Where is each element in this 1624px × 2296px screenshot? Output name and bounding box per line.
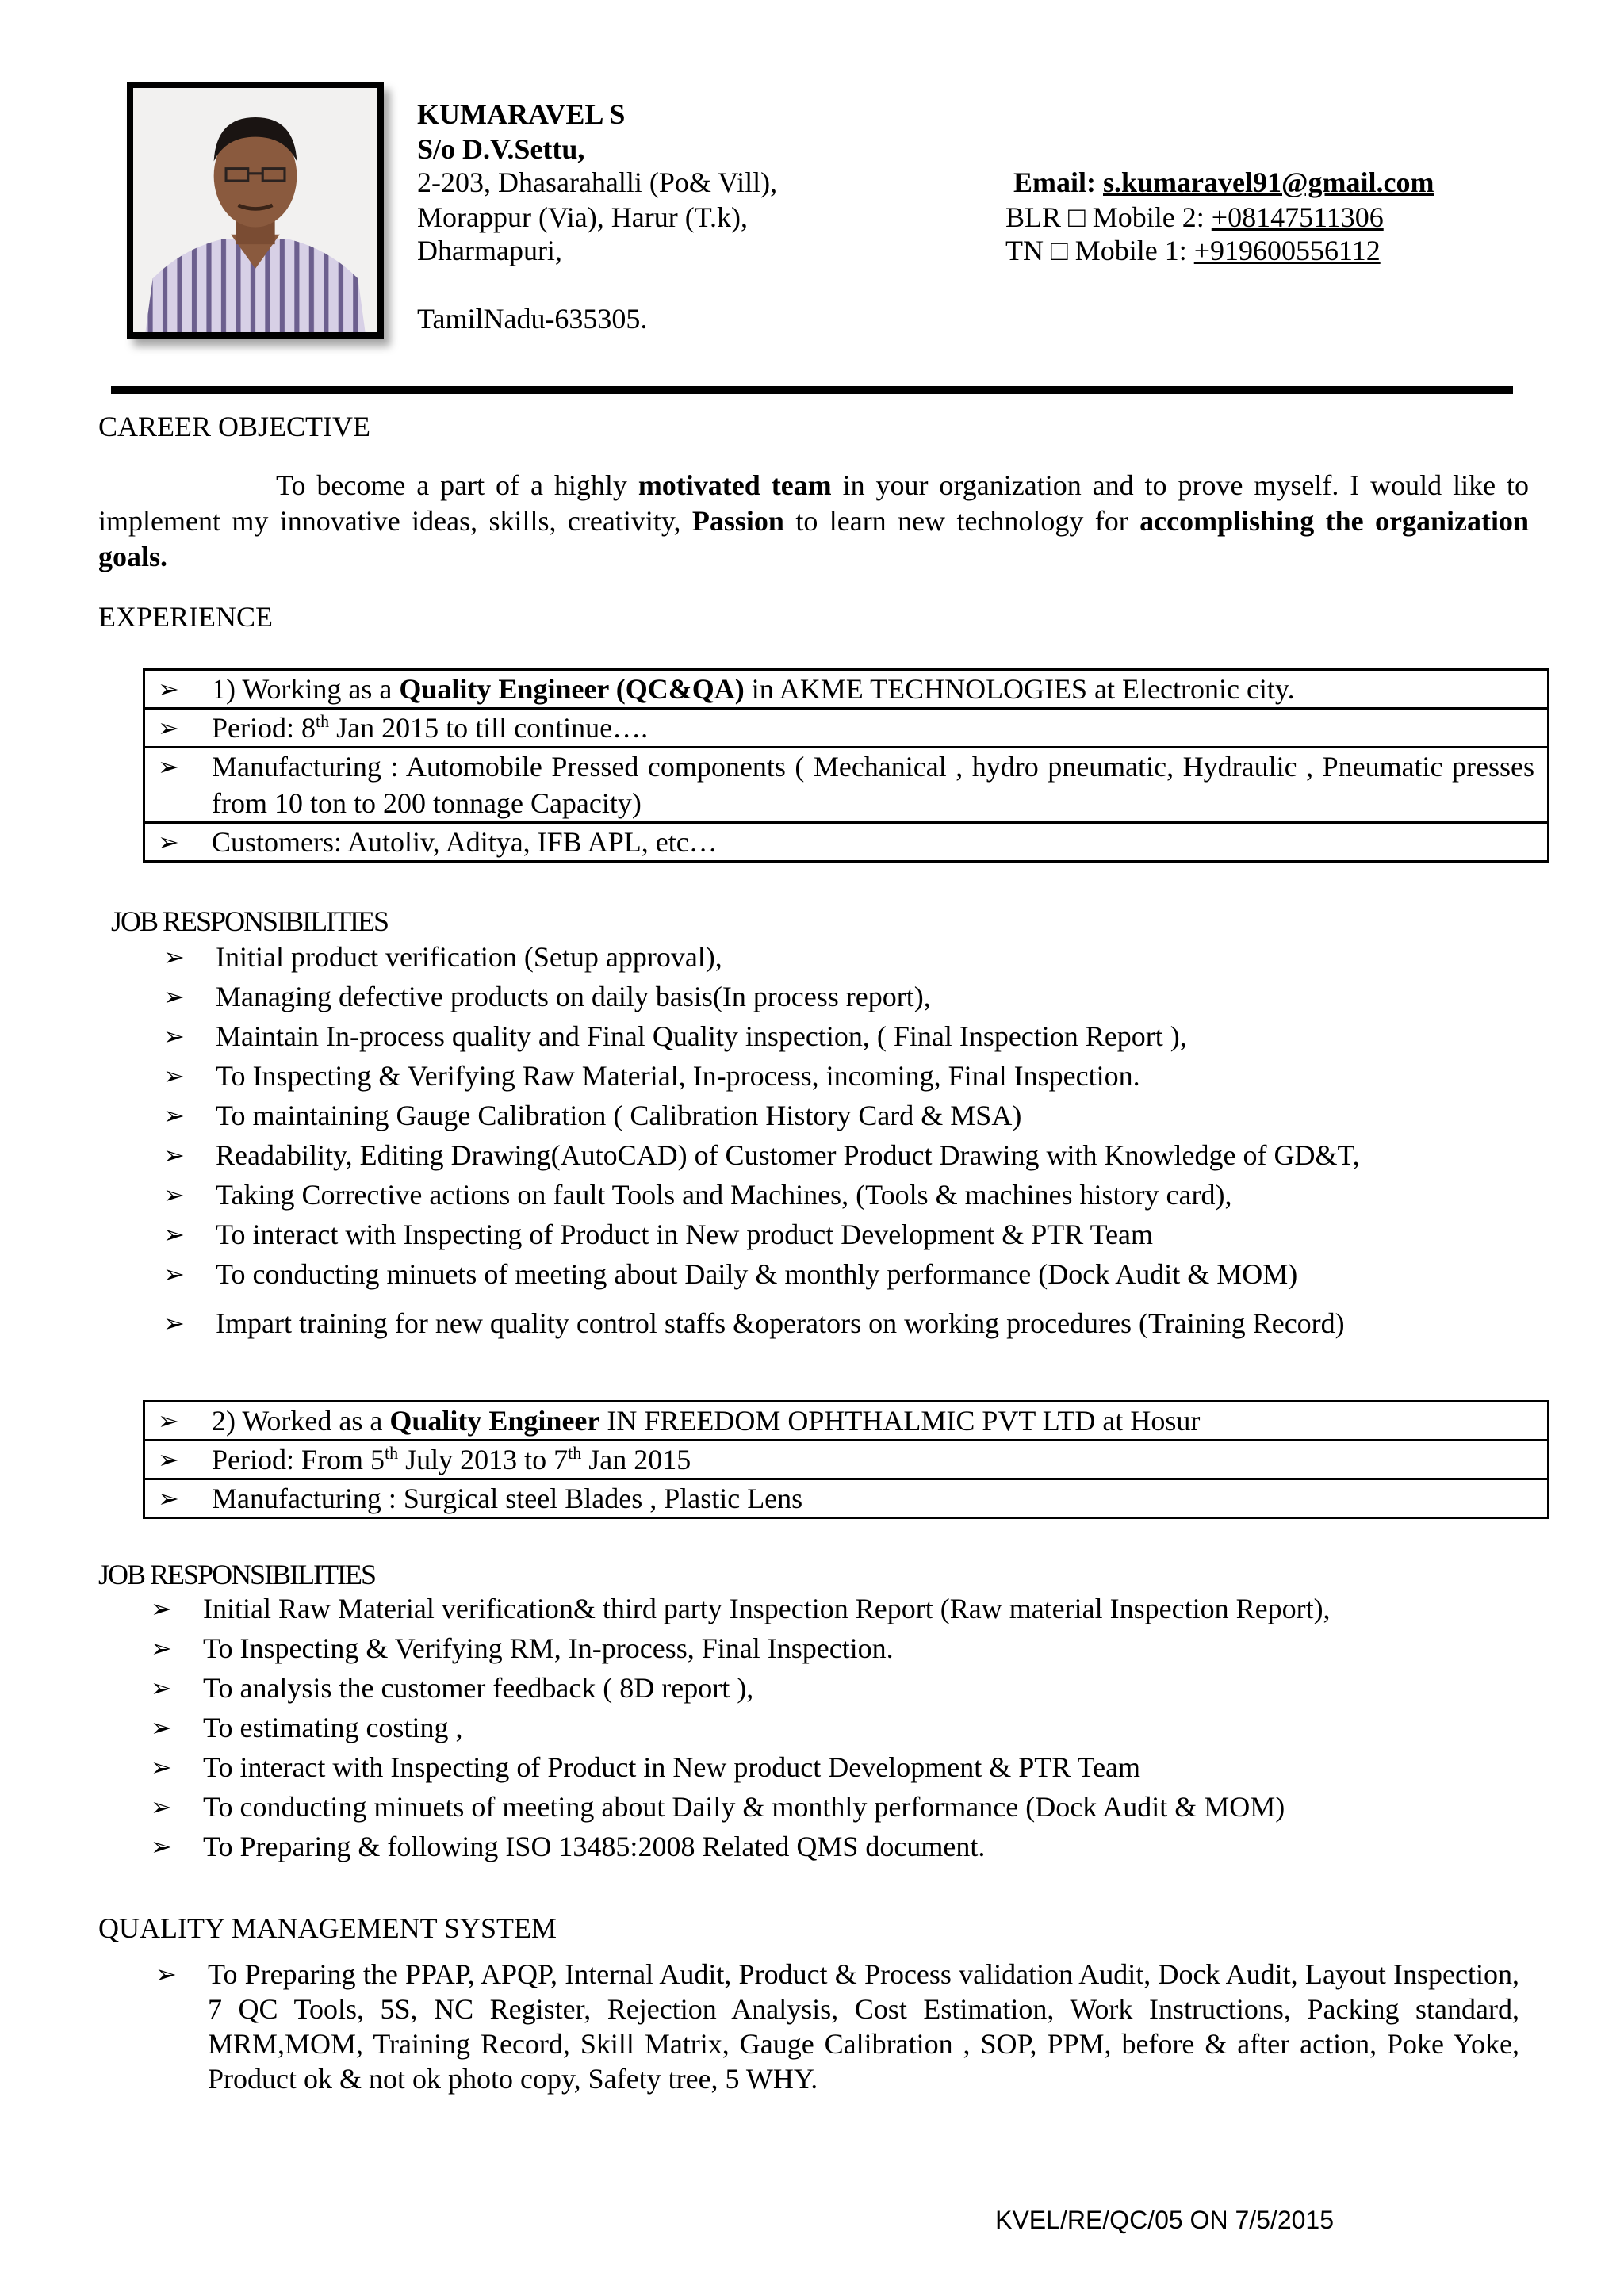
list-item: ➢ Initial product verification (Setup approval), [163,937,1527,977]
job2-period-row: ➢ Period: From 5th July 2013 to 7th Jan 2015 [145,1439,1547,1478]
mobile2-prefix: BLR □ Mobile 2: [1005,201,1212,233]
address-line-1: 2-203, Dhasarahalli (Po& Vill), [417,166,778,198]
job1-responsibilities-list [163,937,1527,1343]
address-pincode: TamilNadu-635305. [417,303,648,335]
job1-summary-table [143,668,1549,863]
mobile2-number[interactable]: +08147511306 [1211,201,1384,233]
list-item: ➢ To estimating costing , [151,1708,1530,1747]
list-item: ➢ To analysis the customer feedback ( 8D report ), [151,1668,1530,1708]
arrow-bullet-icon: ➢ [163,943,185,971]
arrow-bullet-icon: ➢ [151,1674,172,1702]
arrow-bullet-icon: ➢ [151,1793,172,1821]
job1-responsibilities-heading: JOB RESPONSIBILITIES [111,905,389,937]
qms-list [155,1957,1519,2096]
job1-customers-row: ➢ Customers: Autoliv, Aditya, IFB APL, etc… [145,821,1547,860]
arrow-bullet-icon: ➢ [163,1181,185,1209]
document-reference: KVEL/RE/QC/05 ON 7/5/2015 [995,2206,1334,2234]
mobile1-line [1005,233,1381,268]
job1-role-row: ➢ 1) Working as a Quality Engineer (QC&QA) in AKME TECHNOLOGIES at Electronic city. [145,671,1547,707]
list-item: ➢ To Preparing the PPAP, APQP, Internal Audit, Product & Process validation Audit, Dock Audit, Layout Inspection, 7 QC Tools, 5S, NC Register, Rejection Analysis, Cost Estimation, Work Instructions, Packing standard, MRM,MOM, Training Record, Skill Matrix, Gauge Calibration , SOP, PPM, before & after action, Poke Yoke, Product ok & not ok photo copy, Safety tree, 5 WHY. [155,1958,1519,2095]
job2-role-row: ➢ 2) Worked as a Quality Engineer IN FREEDOM OPHTHALMIC PVT LTD at Hosur [145,1402,1547,1439]
experience-heading: EXPERIENCE [98,601,273,633]
header-divider [111,386,1513,394]
list-item: ➢ To maintaining Gauge Calibration ( Calibration History Card & MSA) [163,1096,1527,1135]
qms-heading: QUALITY MANAGEMENT SYSTEM [98,1912,557,1944]
list-item: ➢ Initial Raw Material verification& third party Inspection Report (Raw material Inspection Report), [151,1589,1530,1628]
arrow-bullet-icon: ➢ [158,714,179,742]
arrow-bullet-icon: ➢ [151,1594,172,1623]
career-objective-text: To become a part of a highly motivated team in your organization and to prove myself. I would like to implement my innovative ideas, skills, creativity, Passion to learn new technology for accomplishing the organization goals. [98,469,1530,572]
arrow-bullet-icon: ➢ [158,752,179,781]
list-item: ➢ To Inspecting & Verifying RM, In-process, Final Inspection. [151,1628,1530,1668]
job2-manufacturing-row: ➢ Manufacturing : Surgical steel Blades , Plastic Lens [145,1478,1547,1517]
email-line [1013,165,1434,200]
candidate-name: KUMARAVEL S [417,98,626,130]
relation-line: S/o D.V.Settu, [417,133,585,165]
job1-period-row: ➢ Period: 8th Jan 2015 to till continue…. [145,707,1547,746]
job2-responsibilities-heading: JOB RESPONSIBILITIES [98,1559,376,1590]
job2-summary-table [143,1400,1549,1519]
job2-responsibilities-list [151,1589,1530,1866]
list-item: ➢ To conducting minuets of meeting about Daily & monthly performance (Dock Audit & MOM) [151,1787,1530,1827]
list-item: ➢ To conducting minuets of meeting about Daily & monthly performance (Dock Audit & MOM) [163,1254,1527,1294]
arrow-bullet-icon: ➢ [163,982,185,1011]
mobile1-number[interactable]: +919600556112 [1193,235,1381,266]
arrow-bullet-icon: ➢ [163,1260,185,1288]
list-item: ➢ To interact with Inspecting of Product in New product Development & PTR Team [163,1215,1527,1254]
list-item: ➢ To interact with Inspecting of Product in New product Development & PTR Team [151,1747,1530,1787]
mobile1-prefix: TN □ Mobile 1: [1005,235,1194,266]
list-item: ➢ Taking Corrective actions on fault Tools and Machines, (Tools & machines history card), [163,1175,1527,1215]
profile-photo [127,82,384,339]
arrow-bullet-icon: ➢ [158,1406,179,1435]
arrow-bullet-icon: ➢ [151,1634,172,1663]
arrow-bullet-icon: ➢ [151,1753,172,1781]
arrow-bullet-icon: ➢ [151,1713,172,1742]
portrait-image [133,88,377,332]
list-item: ➢ Maintain In-process quality and Final Quality inspection, ( Final Inspection Report ), [163,1016,1527,1056]
list-item: ➢ To Inspecting & Verifying Raw Material, In-process, incoming, Final Inspection. [163,1056,1527,1096]
arrow-bullet-icon: ➢ [158,1445,179,1474]
arrow-bullet-icon: ➢ [155,1960,177,1988]
email-link[interactable]: s.kumaravel91@gmail.com [1103,166,1434,198]
list-item: ➢ To Preparing & following ISO 13485:2008 Related QMS document. [151,1827,1530,1866]
list-item: ➢ Impart training for new quality control staffs &operators on working procedures (Training Record) [163,1303,1527,1343]
arrow-bullet-icon: ➢ [163,1141,185,1169]
list-item: ➢ Managing defective products on daily basis(In process report), [163,977,1527,1016]
email-label: Email: [1013,166,1096,198]
address-line-2: Morappur (Via), Harur (T.k), [417,201,749,233]
arrow-bullet-icon: ➢ [163,1101,185,1130]
arrow-bullet-icon: ➢ [158,675,179,703]
arrow-bullet-icon: ➢ [151,1832,172,1861]
list-item: ➢ Readability, Editing Drawing(AutoCAD) of Customer Product Drawing with Knowledge of GD&T, [163,1135,1527,1175]
address-line-3: Dharmapuri, [417,235,562,266]
arrow-bullet-icon: ➢ [158,1484,179,1513]
arrow-bullet-icon: ➢ [163,1309,185,1337]
career-objective-heading: CAREER OBJECTIVE [98,411,371,442]
job1-manufacturing-row: ➢ Manufacturing : Automobile Pressed components ( Mechanical , hydro pneumatic, Hydraulic , Pneumatic presses from 10 ton to 200 tonnage Capacity) [145,746,1547,821]
arrow-bullet-icon: ➢ [163,1062,185,1090]
arrow-bullet-icon: ➢ [163,1220,185,1249]
arrow-bullet-icon: ➢ [158,828,179,856]
arrow-bullet-icon: ➢ [163,1022,185,1050]
mobile2-line [1005,200,1384,235]
